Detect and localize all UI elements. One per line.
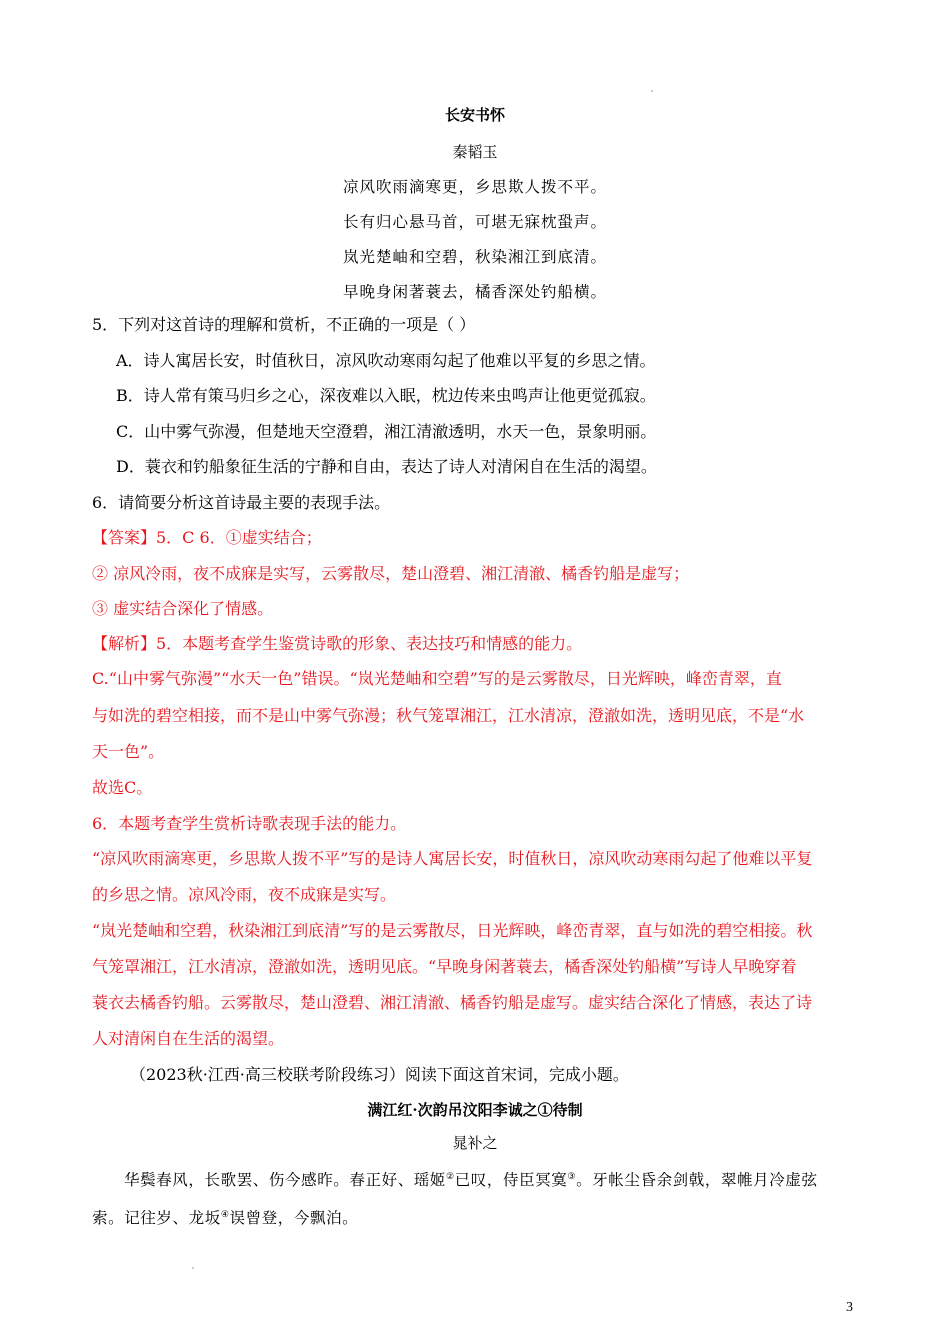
question-5-option-d: D．蓑衣和钓船象征生活的宁静和自由，表达了诗人对清闲自在生活的渴望。	[116, 457, 657, 476]
ci-text-segment: 已叹，侍臣冥寞	[454, 1171, 568, 1189]
ci-title: 满江红·次韵吊汶阳李诚之①待制	[367, 1101, 583, 1119]
answer-line: ② 凉风冷雨，夜不成寐是实写，云雾散尽，楚山澄碧、湘江清澈、橘香钓船是虚写；	[92, 564, 690, 583]
analysis-line: 【解析】5．本题考查学生鉴赏诗歌的形象、表达技巧和情感的能力。	[92, 634, 583, 653]
analysis-line: 6．本题考查学生赏析诗歌表现手法的能力。	[92, 814, 407, 833]
footnote-marker: ②	[446, 1171, 455, 1182]
poem-line: 早晚身闲著蓑去，橘香深处钓船横。	[342, 283, 607, 301]
poem-author: 秦韬玉	[452, 143, 498, 161]
page-number: 3	[846, 1300, 853, 1315]
answer-line: 【答案】5．C 6．①虚实结合；	[92, 528, 322, 547]
analysis-line: 蓑衣去橘香钓船。云雾散尽，楚山澄碧、湘江清澈、橘香钓船是虚写。虚实结合深化了情感，表达了诗	[92, 993, 813, 1012]
analysis-line: C.“山中雾气弥漫”“水天一色”错误。“岚光楚岫和空碧”写的是云雾散尽，日光辉映，峰峦青翠，直	[92, 669, 782, 688]
ci-text-segment: 。牙帐尘昏余剑戟，翠帷月冷虚弦	[576, 1171, 818, 1189]
section-intro: （2023秋·江西·高三校联考阶段练习）阅读下面这首宋词，完成小题。	[130, 1065, 629, 1084]
scan-speck	[192, 1267, 194, 1269]
analysis-line: 人对清闲自在生活的渴望。	[92, 1029, 285, 1048]
ci-text-segment: 华鬓春风，长歌罢、伤今感昨。春正好、瑶姬	[124, 1171, 447, 1189]
poem-line: 岚光楚岫和空碧，秋染湘江到底清。	[342, 248, 607, 266]
question-5-option-c: C．山中雾气弥漫，但楚地天空澄碧，湘江清澈透明，水天一色，景象明丽。	[116, 422, 657, 441]
analysis-line: 的乡思之情。凉风冷雨，夜不成寐是实写。	[92, 885, 397, 904]
question-6-stem: 6．请简要分析这首诗最主要的表现手法。	[92, 493, 391, 512]
poem-line: 凉风吹雨滴寒更，乡思欺人拨不平。	[342, 178, 607, 196]
answer-line: ③ 虚实结合深化了情感。	[92, 599, 274, 618]
analysis-line: “岚光楚岫和空碧，秋染湘江到底清”写的是云雾散尽，日光辉映，峰峦青翠，直与如洗的碧空相接。秋	[92, 921, 813, 940]
footnote-marker: ④	[220, 1209, 230, 1220]
scan-speck	[651, 90, 653, 92]
analysis-line: 故选C。	[92, 778, 153, 797]
analysis-line: 天一色”。	[92, 742, 165, 761]
ci-text-segment: 误曾登，今飘泊。	[229, 1209, 359, 1227]
ci-author: 晁补之	[452, 1134, 498, 1152]
question-5-option-b: B．诗人常有策马归乡之心，深夜难以入眠，枕边传来虫鸣声让他更觉孤寂。	[116, 386, 656, 405]
poem-line: 长有归心悬马首，可堪无寐枕蛩声。	[342, 213, 607, 231]
poem-title: 长安书怀	[444, 106, 505, 124]
footnote-marker: ③	[567, 1171, 577, 1182]
ci-text-line	[124, 1168, 894, 1190]
question-5-option-a: A．诗人寓居长安，时值秋日，凉风吹动寒雨勾起了他难以平复的乡思之情。	[116, 351, 656, 370]
analysis-line: 与如洗的碧空相接，而不是山中雾气弥漫；秋气笼罩湘江，江水清凉，澄澈如洗，透明见底，不是“水	[92, 706, 805, 725]
analysis-line: 气笼罩湘江，江水清凉，澄澈如洗，透明见底。“早晚身闲著蓑去，橘香深处钓船横”写诗人早晚穿着	[92, 957, 797, 976]
ci-text-line	[92, 1206, 862, 1228]
ci-text-segment: 索。记往岁、龙坂	[92, 1209, 221, 1227]
analysis-line: “凉风吹雨滴寒更，乡思欺人拨不平”写的是诗人寓居长安，时值秋日，凉风吹动寒雨勾起了他难以平复	[92, 849, 813, 868]
question-5-stem: 5．下列对这首诗的理解和赏析，不正确的一项是（ ）	[92, 315, 476, 334]
